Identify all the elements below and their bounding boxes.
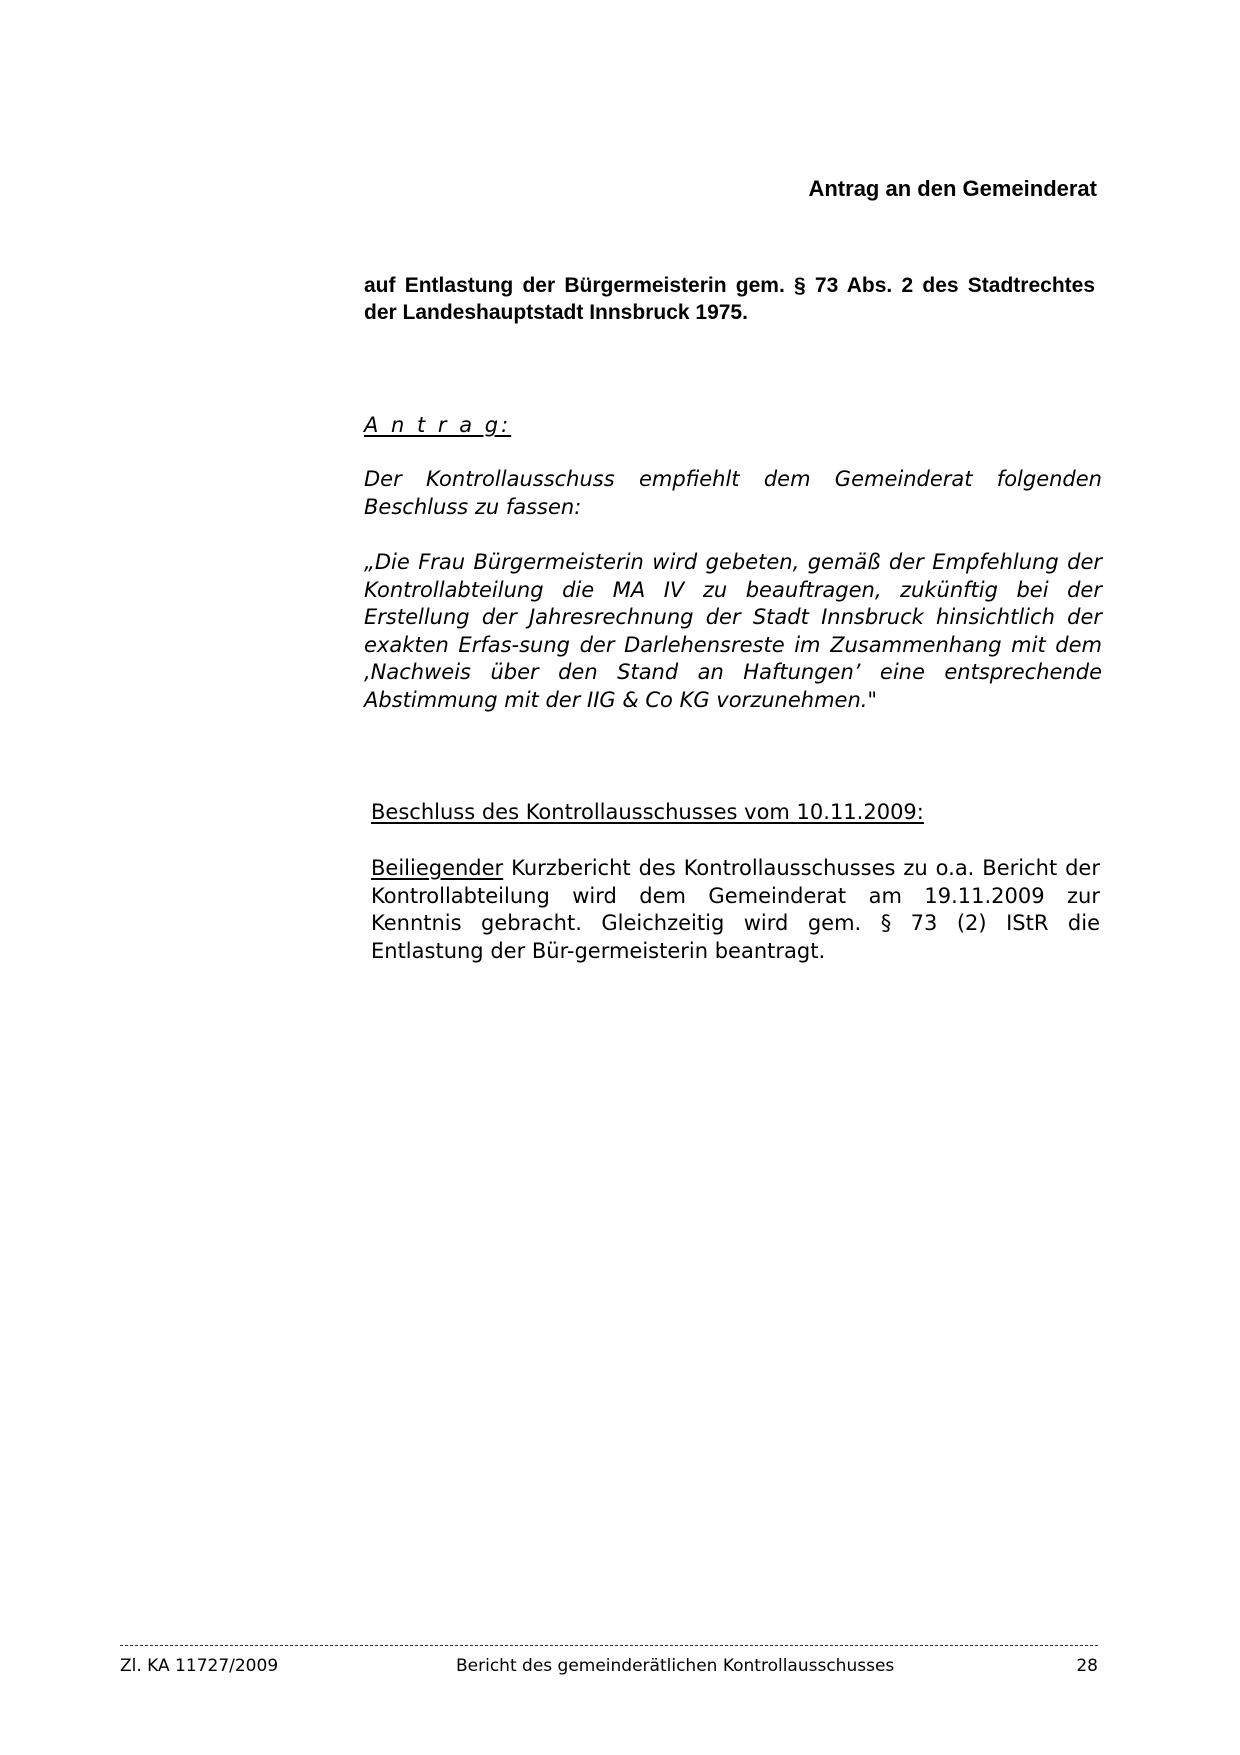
beschluss-body-text: Kurzbericht des Kontrollausschusses zu o.a. Bericht der Kontrollabteilung wird dem Gemeinderat am 19.11.2009 zur Kenntnis gebracht. Gleichzeitig wird gem. § 73 (2) IStR die Entlastung der Bür-germeisterin beantragt.	[371, 856, 1100, 963]
antrag-intro: Der Kontrollausschuss empfiehlt dem Gemeinderat folgenden Beschluss zu fassen:	[364, 467, 1102, 519]
footer-title: Bericht des gemeinderätlichen Kontrollausschusses	[456, 1656, 895, 1676]
motion-subject: auf Entlastung der Bürgermeisterin gem. § 73 Abs. 2 des Stadtrechtes der Landeshauptstadt Innsbruck 1975.	[364, 274, 1095, 324]
beschluss-body	[371, 855, 1100, 965]
beschluss-heading: Beschluss des Kontrollausschusses vom 10.11.2009:	[371, 800, 924, 824]
footer-page-number: 28	[1076, 1656, 1098, 1676]
footer-divider	[120, 1645, 1098, 1646]
document-heading: Antrag an den Gemeinderat	[808, 176, 1097, 201]
antrag-quote: „Die Frau Bürgermeisterin wird gebeten, gemäß der Empfehlung der Kontrollabteilung die MA IV zu beauftragen, zukünftig bei der Erstellung der Jahresrechnung der Stadt Innsbruck hinsichtlich der exakten Erfas-sung der Darlehensreste im Zusammenhang mit dem ‚Nachweis über den Stand an Haftungen’ eine entsprechende Abstimmung mit der IIG & Co KG vorzunehmen."	[364, 550, 1102, 712]
page-footer	[120, 1656, 1098, 1680]
antrag-label: A n t r a g:	[364, 413, 512, 437]
footer-reference: Zl. KA 11727/2009	[120, 1656, 279, 1676]
beschluss-body-underlined: Beiliegender	[371, 856, 504, 880]
